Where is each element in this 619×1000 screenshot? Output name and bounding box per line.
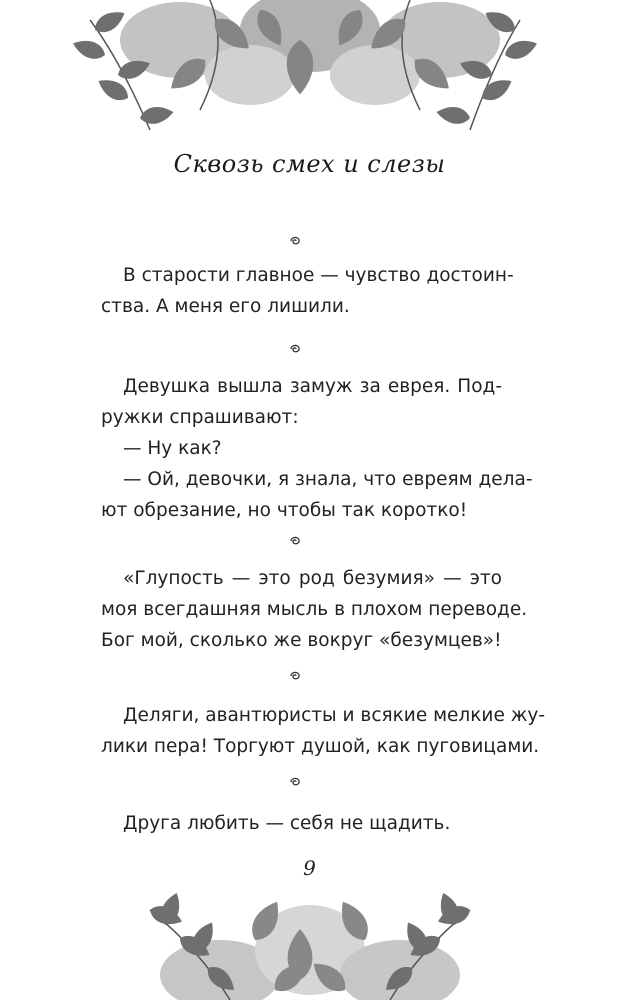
swirl-separator-icon [287,232,303,248]
entry-line: ружки спрашивают: [101,407,299,428]
entry-line: В старости главное — чувство достоин- [123,265,514,286]
page-number: 9 [303,856,316,880]
swirl-separator-icon [287,667,303,683]
swirl-separator-icon [287,773,303,789]
entry-line: лики пера! Торгуют душой, как пуговицами. [101,736,540,757]
entry-line: Друга любить — себя не щадить. [123,813,451,834]
entry-line: Деляги, авантюристы и всякие мелкие жу- [123,705,545,726]
floral-decoration-bottom [0,880,619,1000]
swirl-separator-icon [287,532,303,548]
entry-line: моя всегдашняя мысль в плохом переводе. [101,599,528,620]
entry-1 [101,260,514,322]
swirl-separator-icon [287,340,303,356]
entry-line: «Глупость — это род безумия» — это [123,568,502,589]
entry-2 [101,371,533,526]
entry-line: ют обрезание, но чтобы так коротко! [101,500,468,521]
entry-4 [101,700,545,762]
floral-decoration-top [0,0,619,150]
entry-line: ства. А меня его лишили. [101,296,350,317]
entry-line: — Ой, девочки, я знала, что евреям дела- [123,469,533,490]
entry-5 [101,808,502,839]
page-header-title: Сквозь смех и слезы [173,150,446,178]
entry-line: — Ну как? [123,438,222,459]
entry-3 [101,563,528,656]
entry-line: Бог мой, сколько же вокруг «безумцев»! [101,630,502,651]
entry-line: Девушка вышла замуж за еврея. Под- [123,376,502,397]
